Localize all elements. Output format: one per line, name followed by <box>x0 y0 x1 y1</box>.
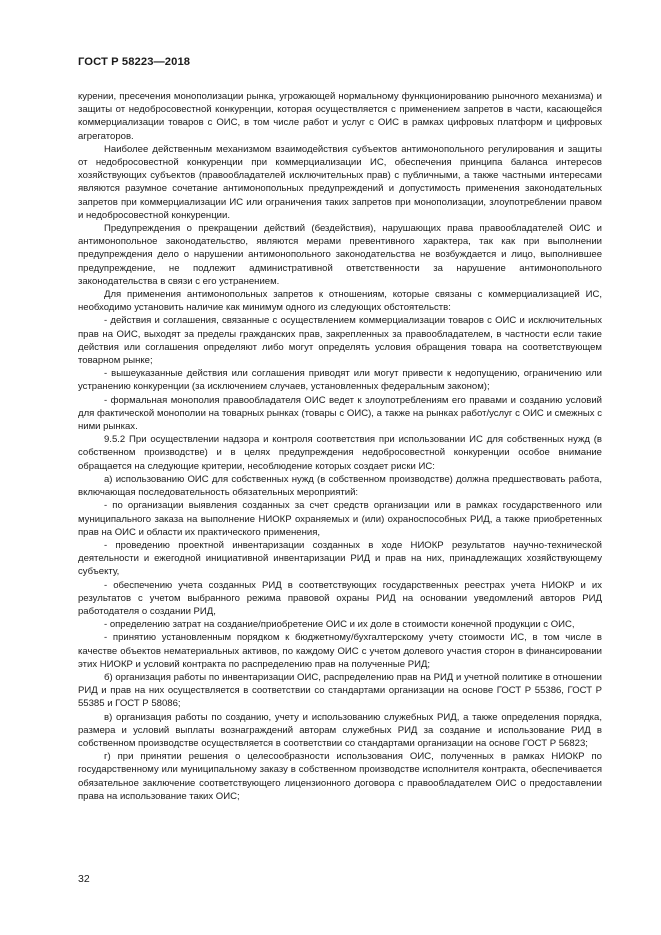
list-item: г) при принятии решения о целесообразности использования ОИС, полученных в рамках НИОКР по государственному или муниципальному заказу в собственном производстве исполнителя контракта, обеспечивается обязательное заключение соответствующего лицензионного договора с правообладателем ОИС о предоставлении права на использование таких ОИС; <box>78 751 602 802</box>
list-item: - принятию установленным порядком к бюджетному/бухгалтерскому учету стоимости ИС, в том числе в качестве объектов нематериальных активов, по каждому ОИС с учетом долевого участия сторон в финансировании этих НИОКР и условий контракта по распределению прав на полученные РИД; <box>78 632 602 670</box>
list-item: - определению затрат на создание/приобретение ОИС и их доле в стоимости конечной продукции с ОИС, <box>104 619 575 631</box>
list-item: - действия и соглашения, связанные с осуществлением коммерциализации товаров с ОИС и исключительных прав на ОИС, выходят за пределы гражданских прав, закрепленных за правообладателем, в частности если такие действия или соглашения определяют либо могут определять условия обращения товара на соответствующем товарном рынке; <box>78 315 602 367</box>
list-item: - формальная монополия правообладателя ОИС ведет к злоупотреблениям его правами и созданию условий для фактической монополии на товарных рынках (товары с ОИС), а также на рынках работ/услуг с ОИС и смежных с ними рынках. <box>78 394 602 433</box>
page-number: 32 <box>78 873 90 885</box>
list-item: б) организация работы по инвентаризации ОИС, распределению прав на РИД и учетной политике в отношении РИД и прав на них осуществляется в соответствии со стандартами организации на основе ГОСТ Р 55386, ГОСТ Р 55385 и ГОСТ Р 58086; <box>78 671 602 710</box>
paragraph: Наиболее действенным механизмом взаимодействия субъектов антимонопольного регулирования и защиты от недобросовестной конкуренции при коммерциализации ИС, обеспечения принципа баланса интересов хозяйствующих субъектов (правообладателей исключительных прав) с публичными, а также частными интересами являются разумное сочетание антимонопольных предупреждений и допустимость применения законодательных запретов при коммерциализации ИС или ограничения таких запретов при монополизации, злоупотреблении правом и недобросовестной конкуренции. <box>78 143 602 221</box>
list-item: - проведению проектной инвентаризации созданных в ходе НИОКР результатов научно-технической деятельности и ежегодной инициативной инвентаризации РИД и прав на них, принадлежащих хозяйствующему субъекту, <box>78 539 602 578</box>
list-item: - обеспечению учета созданных РИД в соответствующих государственных реестрах учета НИОКР и их результатов с учетом выбранного режима правовой охраны РИД на основании уведомлений авторов РИД работодателя о создании РИД, <box>78 579 602 617</box>
list-item: - по организации выявления созданных за счет средств организации или в рамках государственного или муниципального заказа на выполнение НИОКР охраняемых и (или) охраноспособных РИД, а также приобретенных прав на ОИС и области их практического применения, <box>78 500 602 538</box>
list-item: в) организация работы по созданию, учету и использованию служебных РИД, а также определения порядка, размера и условий выплаты вознаграждений авторам служебных РИД за создание и использование РИД в собственном производстве осуществляется в соответствии со стандартами организации на основе ГОСТ Р 56823; <box>78 711 602 749</box>
list-item: - вышеуказанные действия или соглашения приводят или могут привести к недопущению, ограничению или устранению конкуренции (за исключением случаев, установленных федеральным законом); <box>78 368 602 393</box>
paragraph: Предупреждения о прекращении действий (бездействия), нарушающих права правообладателей ОИС и антимонопольное законодательство, являются мерами превентивного характера, так как при выполнении предупреждения дело о нарушении антимонопольного законодательства не возбуждается и лицо, выполнившее предупреждение, не подлежит административной ответственности за нарушение антимонопольного законодательства в связи с его устранением. <box>78 223 602 287</box>
list-item: а) использованию ОИС для собственных нужд (в собственном производстве) должна предшествовать работа, включающая последовательность обязательных мероприятий: <box>78 473 602 499</box>
document-header: ГОСТ Р 58223—2018 <box>78 56 191 68</box>
section-paragraph: 9.5.2 При осуществлении надзора и контроля соответствия при использовании ИС для собственных нужд (в собственном производстве) и в целях предупреждения недобросовестной конкуренции особое внимание обращается на следующие критерии, несоблюдение которых создает риски ИС: <box>78 434 602 472</box>
paragraph: Для применения антимонопольных запретов к отношениям, которые связаны с коммерциализацией ИС, необходимо установить наличие как минимум одного из следующих обстоятельств: <box>78 289 602 314</box>
document-body <box>78 90 602 803</box>
paragraph-continuation: курении, пресечения монополизации рынка, угрожающей нормальному функционированию рыночного механизма) и защиты от недобросовестной конкуренции, которая осуществляется с применением запретов в части, касающейся коммерциализации товаров с ОИС, в том числе работ и услуг с ОИС в рамках цифровых платформ и цифровых агрегаторов. <box>78 91 602 142</box>
